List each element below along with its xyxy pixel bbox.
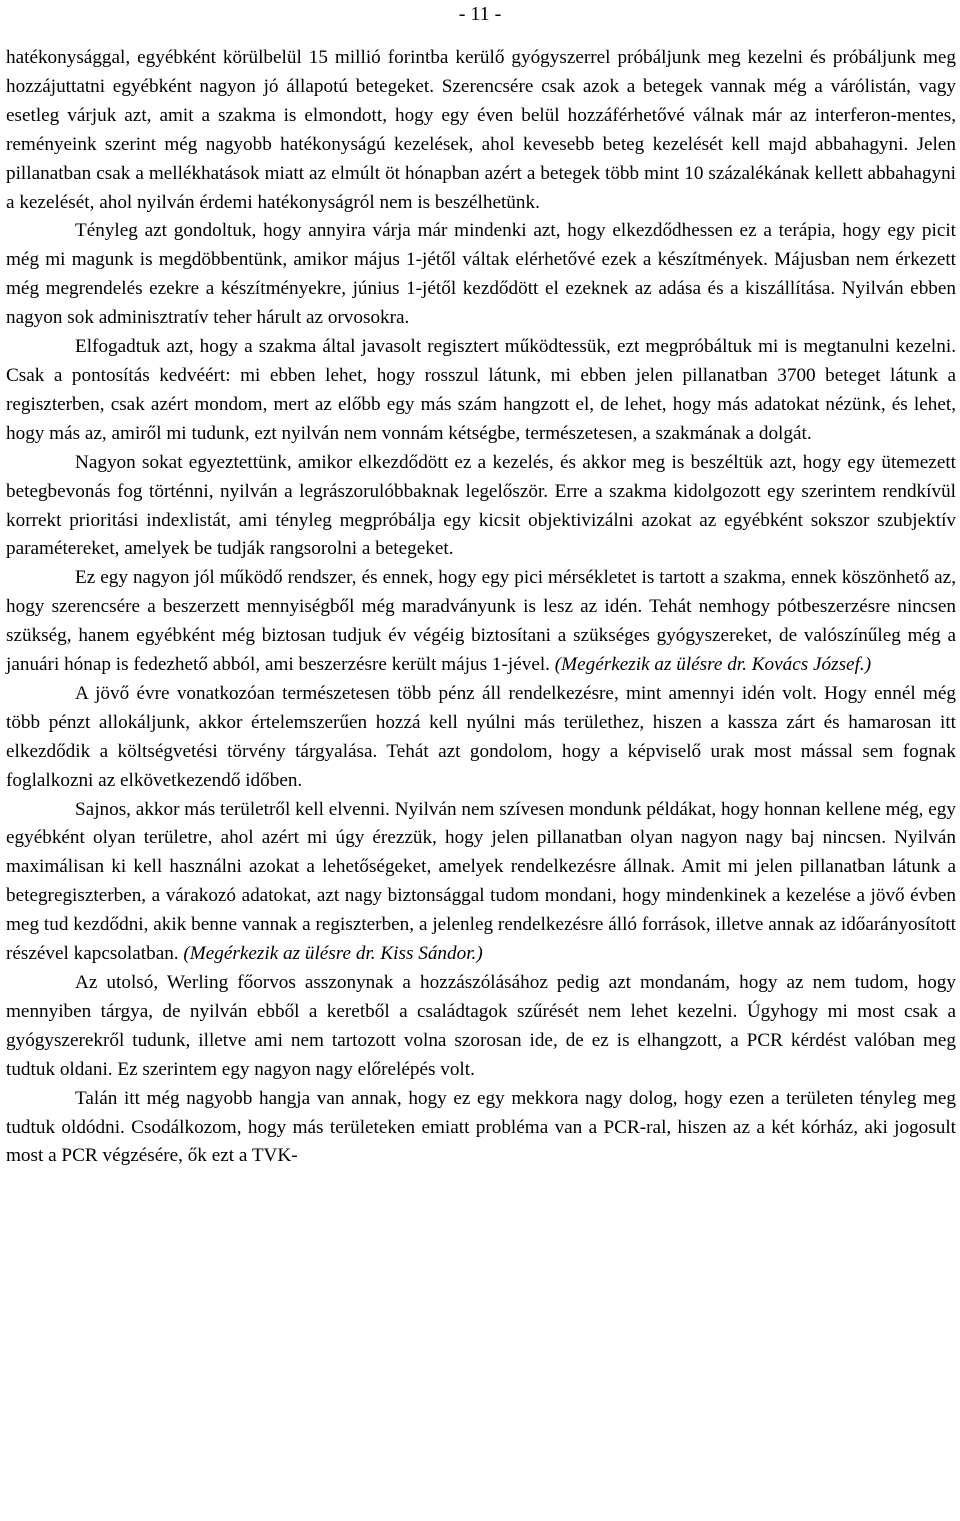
session-note-2: (Megérkezik az ülésre dr. Kiss Sándor.) xyxy=(183,943,483,965)
paragraph-6 xyxy=(6,680,956,796)
paragraph-3-text: Elfogadtuk azt, hogy a szakma által javasolt regisztert működtessük, ezt megpróbáltuk mi is megtanulni kezelni. Csak a pontosítás kedvéért: mi ebben lehet, hogy rosszul látunk, mi ebben jelen pillanatban 3700 beteget látunk a regiszterben, csak azért mondom, mert az előbb egy más szám hangzott el, de lehet, hogy más adatokat nézünk, és lehet, hogy más az, amiről mi tudunk, ezt nyilván nem vonnám kétségbe, természetesen, a szakmának a dolgát. xyxy=(6,336,956,444)
paragraph-9 xyxy=(6,1085,956,1172)
paragraph-1-text: hatékonysággal, egyébként körülbelül 15 millió forintba kerülő gyógyszerrel próbáljunk meg kezelni és próbáljunk meg hozzájuttatni egyébként nagyon jó állapotú betegeket. Szerencsére csak azok a betegek vannak még a várólistán, vagy esetleg várjuk azt, amit a szakma is elmondott, hogy egy éven belül hozzáférhetővé válnak már az interferon-mentes, reményeink szerint még nagyobb hatékonyságú kezelések, ahol kevesebb beteg kezelését kell majd abbahagyni. Jelen pillanatban csak a mellékhatások miatt az elmúlt öt hónapban azért a betegek több mint 10 százalékának kellett abbahagyni a kezelését, ahol nyilván érdemi hatékonyságról nem is beszélhetünk. xyxy=(6,47,956,213)
paragraph-5-text: Ez egy nagyon jól működő rendszer, és ennek, hogy egy pici mérsékletet is tartott a szakma, ennek köszönhető az, hogy szerencsére a beszerzett mennyiségből még maradványunk is lesz az idén. Tehát nemhogy pótbeszerzésre nincsen szükség, hanem egyébként még biztosan tudjuk év végéig biztosítani a szükséges gyógyszereket, de valószínűleg még a januári hónap is fedezhető abból, ami beszerzésre került május 1-jével. xyxy=(6,567,956,676)
paragraph-8 xyxy=(6,969,956,1085)
session-note-1: (Megérkezik az ülésre dr. Kovács József.) xyxy=(554,654,872,676)
paragraph-7-text: Sajnos, akkor más területről kell elvenni. Nyilván nem szívesen mondunk példákat, hogy honnan kellene még, egy egyébként olyan területre, ahol azért mi úgy érezzük, hogy jelen pillanatban olyan nagyon nagy baj nincsen. Nyilván maximálisan ki kell használni azokat a lehetőségeket, amelyek rendelkezésre állnak. Amit mi jelen pillanatban látunk a betegregiszterben, a várakozó adatokat, azt nagy biztonsággal tudom mondani, hogy mindenkinek a kezelése a jövő évben meg tud kezdődni, akik benne vannak a regiszterben, a jelenleg rendelkezésre álló források, illetve annak az időarányosított részével kapcsolatban. xyxy=(6,798,956,965)
paragraph-2 xyxy=(6,217,956,333)
paragraph-9-text: Talán itt még nagyobb hangja van annak, hogy ez egy mekkora nagy dolog, hogy ezen a területen tényleg meg tudtuk oldódni. Csodálkozom, hogy más területeken emiatt probléma van a PCR-ral, hiszen az a két kórház, aki jogosult most a PCR végzésére, ők ezt a TVK- xyxy=(6,1087,956,1167)
paragraph-5 xyxy=(6,564,956,680)
document-body xyxy=(6,44,956,1171)
paragraph-3 xyxy=(6,333,956,449)
paragraph-8-text: Az utolsó, Werling főorvos asszonynak a hozzászólásához pedig azt mondanám, hogy az nem tudom, hogy mennyiben tárgya, de nyilván ebből a keretből a családtagok szűrését nem lehet kezelni. Úgyhogy mi most csak a gyógyszerekről tudunk, illetve ami nem tartozott volna szorosan ide, de ez is elhangzott, a PCR kérdést valóban meg tudtuk oldani. Ez szerintem egy nagyon nagy előrelépés volt. xyxy=(6,972,956,1080)
paragraph-2-text: Tényleg azt gondoltuk, hogy annyira várja már mindenki azt, hogy elkezdődhessen ez a terápia, hogy egy picit még mi magunk is megdöbbentünk, amikor május 1-jétől váltak elérhetővé ezek a készítmények. Májusban nem érkezett még megrendelés ezekre a készítményekre, június 1-jétől kezdődött el ezeknek az adása és a kiszállítása. Nyilván ebben nagyon sok adminisztratív teher hárult az orvosokra. xyxy=(6,220,956,329)
paragraph-1 xyxy=(6,44,956,217)
page-number: - 11 - xyxy=(458,3,502,25)
paragraph-6-text: A jövő évre vonatkozóan természetesen több pénz áll rendelkezésre, mint amennyi idén volt. Hogy ennél még több pénzt allokáljunk, akkor értelemszerűen hozzá kell nyúlni más területhez, hiszen a kassza zárt és hamarosan itt elkezdődik a költségvetési törvény tárgyalása. Tehát azt gondolom, hogy a képviselő urak most mással sem fognak foglalkozni az elkövetkezendő időben. xyxy=(6,682,956,791)
paragraph-7 xyxy=(6,796,956,969)
paragraph-4-text: Nagyon sokat egyeztettünk, amikor elkezdődött ez a kezelés, és akkor meg is beszéltük azt, hogy egy ütemezett betegbevonás fog történni, nyilván a legrászorulóbbaknak legelőször. Erre a szakma kidolgozott egy szerintem rendkívül korrekt prioritási indexlistát, ami tényleg megpróbálja egy kicsit objektivizálni azokat az egyébként sokszor szubjektív paramétereket, amelyek be tudják rangsorolni a betegeket. xyxy=(6,451,956,560)
paragraph-4 xyxy=(6,449,956,565)
